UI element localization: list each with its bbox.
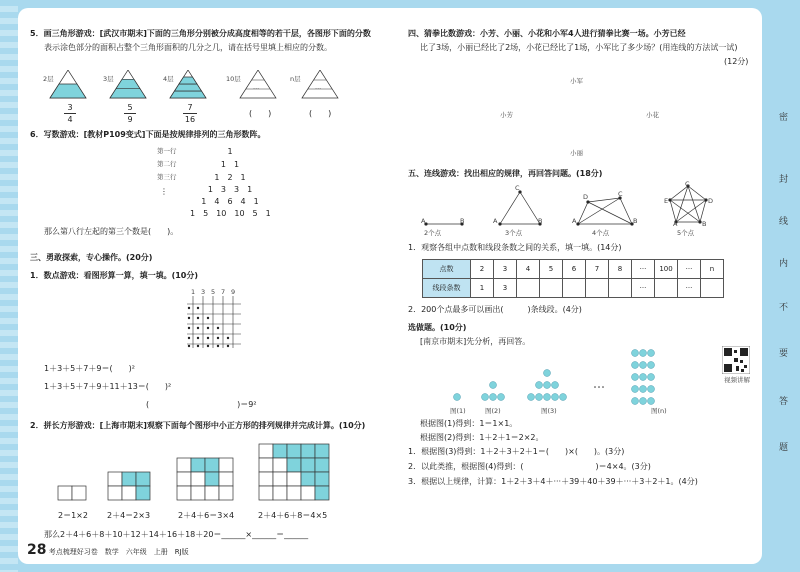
table-cell: 3 [494,279,517,298]
derive-question-2: 2．以此类推，根据图(4)得到：( )＝4×4。(3分) [408,462,651,471]
optional-subtitle: [南京市期末]先分析，再回答。 [420,337,531,346]
table-cell: 7 [586,260,609,279]
table-cell: 1 [471,279,494,298]
pt-label-b4: B [702,220,707,228]
table-cell: 8 [609,260,632,279]
side-char-7: 答 [779,397,789,407]
section-4-desc: 比了3场，小丽已经比了2场，小花已经比了1场，小军比了多少场？(用连线的方法试一试) [420,43,738,52]
caption-5-points: 5个点 [677,229,695,237]
tri-dots-n: ··· [315,85,322,93]
points-segments-table [422,259,724,298]
side-char-6: 要 [779,349,789,359]
row-vdots: ⋮ [160,187,168,196]
tri-label-10: 10层 [226,75,241,83]
pt-label-b1: B [460,217,465,225]
pt-label-a3: A [572,217,577,225]
dot-top-9: 9 [231,288,236,296]
table-cell: 6 [563,260,586,279]
table-cell-blank[interactable] [586,279,609,298]
page-number: 28 [27,542,47,558]
derive-question-1: 1．根据图(3)得到：1＋2＋3＋2＋1＝( )×( )。(3分) [408,447,625,456]
q5-title: 5．画三角形游戏：[武汉市期末]下面的三角形分别被分成高度相等的若干层，各图形下面的分数 [30,29,371,38]
q2-rect-title: 2．拼长方形游戏：[上海市期末]观察下面每个图形中小正方形的排列规律并完成计算。(10分) [30,421,366,430]
pt-label-a1: A [421,217,426,225]
frac-1-den: 4 [67,115,73,124]
equation-3: ( )＝9² [146,400,257,409]
pt-label-d3: D [583,193,589,201]
triangle-row-2: 1 1 [220,160,240,169]
q5-desc: 表示涂色部分的面积占整个三角形面积的几分之几，请在括号里填上相应的分数。 [44,43,332,52]
side-char-4: 内 [779,259,789,269]
caption-2-points: 2个点 [424,229,442,237]
q2-segments-question: 2．200个点最多可以画出( )条线段。(4分) [408,305,582,314]
row-label-1: 第一行 [157,147,177,155]
dot-top-5: 5 [211,288,216,296]
qr-caption: 视频讲解 [724,376,750,384]
side-char-2: 封 [779,175,789,185]
triangle-row-1: 1 [227,147,233,156]
pt-label-c3: C [618,190,623,198]
table-cell: 点数 [423,260,471,279]
section-4-title: 四、猜拳比数游戏：小芳、小丽、小花和小军4人进行猜拳比赛一场。小芳已经 [408,29,686,38]
fig-caption-2: 图(2) [485,407,501,415]
triangle-row-6: 1 5 10 10 5 1 [190,209,271,218]
frac-2-num: 5 [127,103,133,112]
section-4-points: (12分) [724,57,749,66]
q1-dots-title: 1．数点游戏：看图形算一算，填一填。(10分) [30,271,199,280]
q6-title: 6．写数游戏：[教材P109变式]下面是按规律排列的三角形数阵。 [30,130,266,139]
fig-caption-3: 图(3) [541,407,557,415]
side-char-5: 不 [779,303,789,313]
tri-label-2: 2层 [43,75,54,83]
circle-pattern-figures [445,345,725,405]
table-cell: 100 [655,260,678,279]
optional-title: 选做题。(10分) [408,323,467,332]
derive-line-2: 根据图(2)得到：1＋2＋1＝2×2。 [420,433,544,442]
tri-label-n: n层 [290,75,301,83]
footer [27,542,189,558]
derive-line-1: 根据图(1)得到：1＝1×1。 [420,419,518,428]
equation-1: 1＋3＋5＋7＋9＝( )² [44,364,135,373]
name-xiaoli: 小丽 [570,149,583,157]
answer-blank-n[interactable]: ( ) [309,109,332,118]
derive-question-3: 3．根据以上规律，计算：1＋2＋3＋4＋···＋39＋40＋39＋···＋3＋2＋1。(4分) [408,477,698,486]
frac-1-num: 3 [67,103,73,112]
table-cell: 2 [471,260,494,279]
pt-label-c2: C [515,184,520,192]
table-cell-blank[interactable] [701,279,724,298]
fig-caption-n: 图(n) [651,407,667,415]
frac-3-num: 7 [187,103,193,112]
table-cell: ··· [632,279,655,298]
row-label-2: 第二行 [157,160,177,168]
table-cell: 4 [517,260,540,279]
dot-top-3: 3 [201,288,206,296]
table-cell-blank[interactable] [563,279,586,298]
side-char-1: 密 [779,113,789,123]
table-cell: ··· [678,260,701,279]
triangle-row-5: 1 4 6 4 1 [201,197,259,206]
table-cell: 线段条数 [423,279,471,298]
table-cell-blank[interactable] [655,279,678,298]
pt-label-c4: C [685,180,690,188]
section-3-title: 三、勇敢探索，专心操作。(20分) [30,253,153,262]
left-border-decoration [0,0,18,572]
table-cell: ··· [632,260,655,279]
table-cell-blank[interactable] [517,279,540,298]
triangle-row-3: 1 2 1 [214,173,246,182]
caption-3-points: 3个点 [505,229,523,237]
triangle-row-4: 1 3 3 1 [207,185,253,194]
pt-label-e4: E [664,197,669,205]
pt-label-a4: A [673,220,678,228]
table-cell-blank[interactable] [540,279,563,298]
footer-text: 考点梳理好习卷 数学 六年级 上册 RJ版 [48,548,189,556]
table-row-segments [423,279,724,298]
pt-label-d4: D [708,197,714,205]
side-char-3: 线 [779,217,789,227]
tri-label-4: 4层 [163,75,174,83]
answer-blank-10[interactable]: ( ) [249,109,272,118]
section-5-title: 五、连线游戏：找出相应的规律，再回答问题。(18分) [408,169,603,178]
row-label-3: 第三行 [157,173,177,181]
frac-2-den: 9 [127,115,133,124]
name-xiaofang: 小芳 [500,111,513,119]
rect-caption-2: 2＋4＝2×3 [107,511,151,520]
dot-top-7: 7 [221,288,226,296]
tri-label-3: 3层 [103,75,114,83]
pt-label-b3: B [633,217,638,225]
right-border-decoration [762,0,800,572]
pt-label-a2: A [493,217,498,225]
rectangle-patterns [55,436,345,510]
frac-3-den: 16 [184,115,196,124]
side-char-8: 题 [779,443,789,453]
rect-caption-4: 2＋4＋6＋8＝4×5 [258,511,328,520]
q1-table-title: 1．观察各组中点数和线段条数之间的关系，填一填。(14分) [408,243,622,252]
table-row-points [423,260,724,279]
table-cell: 5 [540,260,563,279]
q6-answer-line: 那么第八行左起的第三个数是( )。 [44,227,179,236]
tri-dots-10: ··· [253,85,260,93]
table-cell-blank[interactable] [609,279,632,298]
table-cell: n [701,260,724,279]
q2-answer-line: 那么2＋4＋6＋8＋10＋12＋14＋16＋18＋20＝______×______＝______ [44,530,309,539]
name-xiaojun: 小军 [570,77,583,85]
fig-caption-1: 图(1) [450,407,466,415]
rect-caption-3: 2＋4＋6＝3×4 [178,511,235,520]
pt-label-b2: B [538,217,543,225]
name-xiaohua: 小花 [646,111,659,119]
rect-caption-1: 2＝1×2 [58,511,88,520]
equation-2: 1＋3＋5＋7＋9＋11＋13＝( )² [44,382,172,391]
table-cell: 3 [494,260,517,279]
qr-code-icon[interactable] [722,346,750,374]
caption-4-points: 4个点 [592,229,610,237]
table-cell: ··· [678,279,701,298]
dot-top-1: 1 [191,288,196,296]
